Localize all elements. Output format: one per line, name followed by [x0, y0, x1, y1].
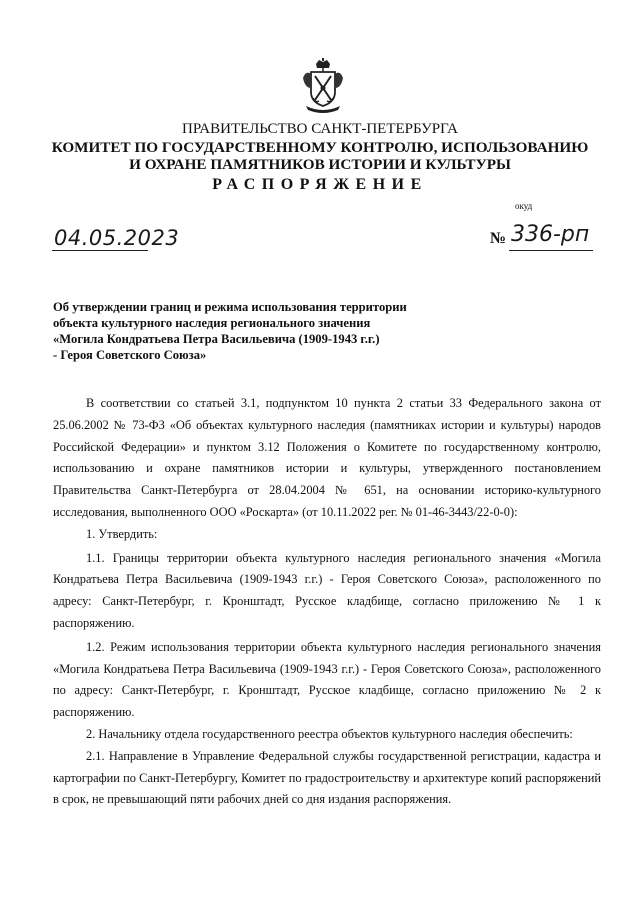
- number-underline: [509, 250, 593, 251]
- committee-line-1: КОМИТЕТ ПО ГОСУДАРСТВЕННОМУ КОНТРОЛЮ, ИСПОЛЬЗОВАНИЮ: [51, 139, 589, 156]
- coat-of-arms-icon: [300, 58, 346, 114]
- subject-line-1: Об утверждении границ и режима использования территории: [53, 300, 407, 314]
- paragraph-1-2: 1.2. Режим использования территории объекта культурного наследия регионального значения «Могила Кондратьева Петра Васильевича (1909-1943 г.г.) - Героя Советского Союза», расположенного по адресу: Санкт-Петербург, г. Кронштадт, Русское кладбище, согласно приложению № 2 к распоряжению.: [53, 639, 601, 720]
- paragraph-2-1: 2.1. Направление в Управление Федеральной службы государственной регистрации, кадастра и картографии по Санкт-Петербургу, Комитет по градостроительству и архитектуре копий распоряжений в срок, не превышающий пяти рабочих дней со дня издания распоряжения.: [53, 748, 601, 807]
- paragraph-preamble: В соответствии со статьей 3.1, подпунктом 10 пункта 2 статьи 33 Федерального закона от 25.06.2002 № 73-ФЗ «Об объектах культурного наследия (памятниках истории и культуры) народов Российской Федерации» и пунктом 3.12 Положения о Комитете по государственному контролю, использованию и охране памятников истории и культуры, утвержденного постановлением Правительства Санкт-Петербурга от 28.04.2004 № 651, на основании историко-культурного исследования, выполненного ООО «Роскарта» (от 10.11.2022 рег. № 01-46-3443/22-0-0):: [53, 396, 601, 519]
- committee-line-2: И ОХРАНЕ ПАМЯТНИКОВ ИСТОРИИ И КУЛЬТУРЫ: [129, 156, 511, 173]
- number-sign: №: [490, 230, 507, 247]
- government-name: ПРАВИТЕЛЬСТВО САНКТ-ПЕТЕРБУРГА: [182, 121, 458, 137]
- subject-line-4: - Героя Советского Союза»: [53, 348, 207, 362]
- document-type: РАСПОРЯЖЕНИЕ: [212, 176, 428, 193]
- okud-label: окуд: [515, 201, 533, 211]
- document-subject: [53, 299, 407, 363]
- document-number: 336-рп: [511, 222, 590, 247]
- date-underline: [52, 250, 148, 251]
- subject-line-3: «Могила Кондратьева Петра Васильевича (1909-1943 г.г.): [53, 332, 380, 346]
- paragraph-approve: 1. Утвердить:: [86, 526, 158, 541]
- document-body: [53, 393, 601, 811]
- committee-name: [0, 139, 640, 173]
- paragraph-1-1: 1.1. Границы территории объекта культурного наследия регионального значения «Могила Кондратьева Петра Васильевича (1909-1943 г.г.) - Героя Советского Союза», расположенного по адресу: Санкт-Петербург, г. Кронштадт, Русское кладбище, согласно приложению № 1 к распоряжению.: [53, 550, 601, 630]
- paragraph-2: 2. Начальнику отдела государственного реестра объектов культурного наследия обеспечить:: [86, 726, 573, 741]
- subject-line-2: объекта культурного наследия регионального значения: [53, 316, 371, 330]
- document-date: 04.05.2023: [54, 226, 180, 250]
